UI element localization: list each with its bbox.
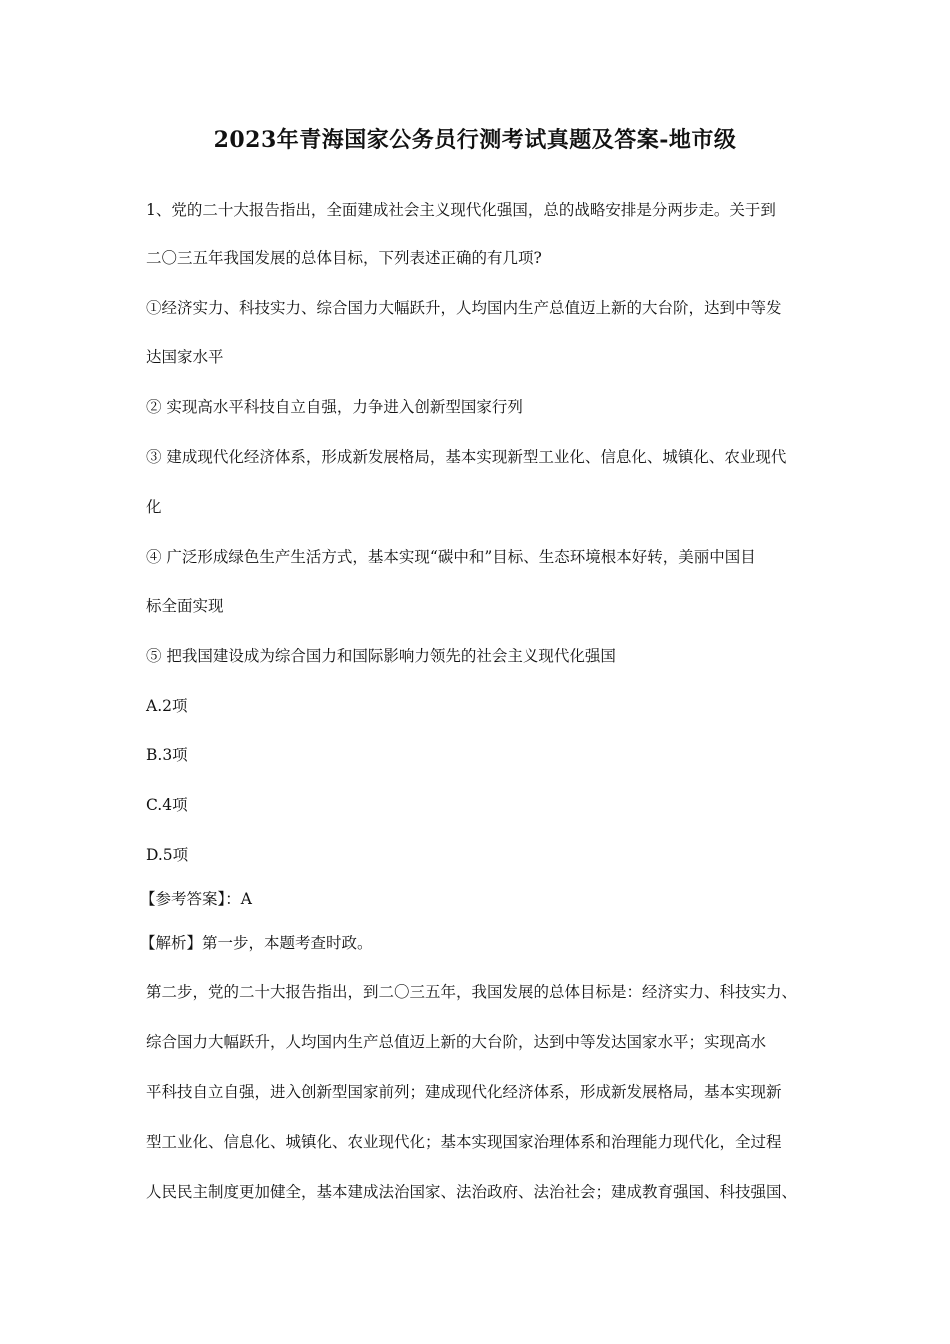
analysis-line-2: 综合国力大幅跃升，人均国内生产总值迈上新的大台阶，达到中等发达国家水平；实现高水 bbox=[146, 1033, 767, 1051]
analysis-line-3: 平科技自立自强，进入创新型国家前列；建成现代化经济体系，形成新发展格局，基本实现新 bbox=[146, 1083, 782, 1101]
analysis-line-5: 人民民主制度更加健全，基本建成法治国家、法治政府、法治社会；建成教育强国、科技强国、 bbox=[146, 1183, 798, 1201]
analysis-line-4: 型工业化、信息化、城镇化、农业现代化；基本实现国家治理体系和治理能力现代化，全过程 bbox=[146, 1133, 782, 1151]
option-c: C.4项 bbox=[146, 796, 188, 814]
reference-answer: 【参考答案】：A bbox=[140, 890, 252, 908]
option-d: D.5项 bbox=[146, 846, 189, 864]
statement-2: ② 实现高水平科技自立自强，力争进入创新型国家行列 bbox=[146, 398, 523, 416]
statement-3-line-2: 化 bbox=[146, 498, 162, 516]
statement-4-line-2: 标全面实现 bbox=[146, 597, 224, 615]
statement-3-line-1: ③ 建成现代化经济体系，形成新发展格局，基本实现新型工业化、信息化、城镇化、农业现代 bbox=[146, 448, 787, 466]
option-a: A.2项 bbox=[146, 697, 188, 715]
analysis-line-1: 第二步，党的二十大报告指出，到二〇三五年，我国发展的总体目标是：经济实力、科技实力、 bbox=[146, 983, 798, 1001]
statement-4-line-1: ④ 广泛形成绿色生产生活方式，基本实现“碳中和”目标、生态环境根本好转，美丽中国目 bbox=[146, 548, 756, 566]
analysis-intro: 【解析】第一步，本题考查时政。 bbox=[140, 934, 373, 952]
statement-1-line-2: 达国家水平 bbox=[146, 348, 224, 366]
question-stem-line-1: 1、党的二十大报告指出，全面建成社会主义现代化强国，总的战略安排是分两步走。关于到 bbox=[146, 201, 776, 219]
option-b: B.3项 bbox=[146, 746, 188, 764]
statement-5: ⑤ 把我国建设成为综合国力和国际影响力领先的社会主义现代化强国 bbox=[146, 647, 616, 665]
question-stem-line-2: 二〇三五年我国发展的总体目标，下列表述正确的有几项? bbox=[146, 249, 542, 267]
statement-1-line-1: ①经济实力、科技实力、综合国力大幅跃升，人均国内生产总值迈上新的大台阶，达到中等发 bbox=[146, 299, 782, 317]
document-title: 2023年青海国家公务员行测考试真题及答案-地市级 bbox=[213, 127, 737, 153]
